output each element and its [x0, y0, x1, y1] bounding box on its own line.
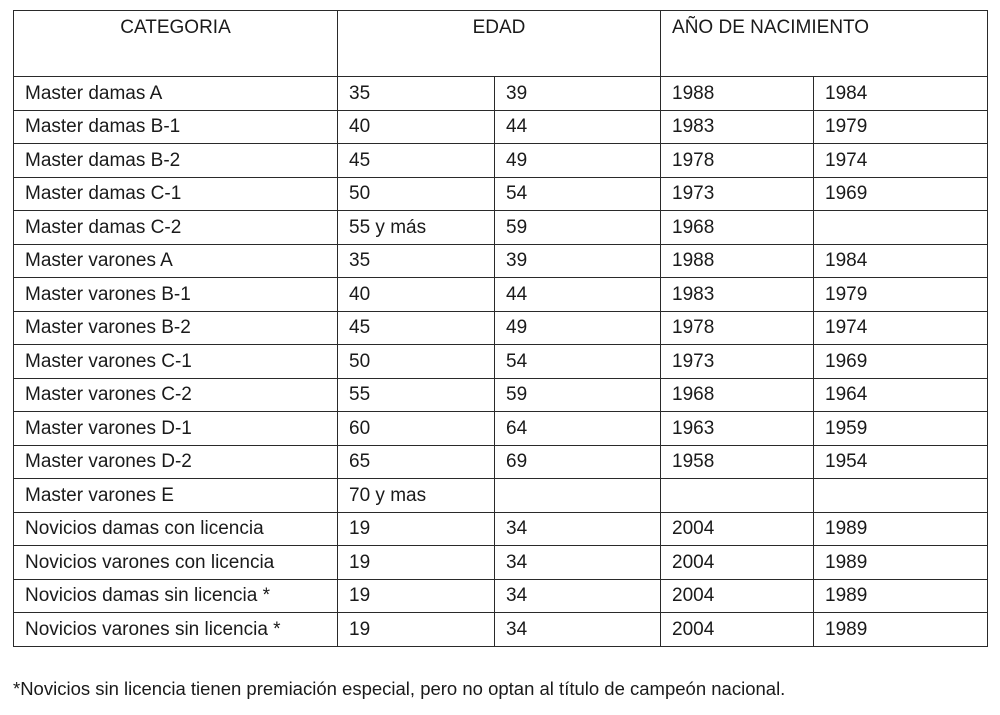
anio-hasta-cell: 1979 — [814, 278, 988, 312]
category-cell: Master damas A — [14, 77, 338, 111]
table-row — [14, 110, 988, 144]
table-row — [14, 479, 988, 513]
anio-desde-cell: 1973 — [661, 345, 814, 379]
category-table-container — [13, 10, 987, 647]
edad-hasta-cell: 69 — [495, 445, 661, 479]
table-row — [14, 378, 988, 412]
edad-desde-cell: 19 — [338, 579, 495, 613]
anio-desde-cell: 1978 — [661, 144, 814, 178]
category-cell: Novicios varones con licencia — [14, 546, 338, 580]
table-row — [14, 546, 988, 580]
edad-desde-cell: 19 — [338, 613, 495, 647]
footnote: *Novicios sin licencia tienen premiación especial, pero no optan al título de campeón nacional. — [13, 678, 786, 699]
anio-hasta-cell: 1979 — [814, 110, 988, 144]
edad-desde-cell: 19 — [338, 546, 495, 580]
edad-desde-cell: 19 — [338, 512, 495, 546]
anio-hasta-cell: 1989 — [814, 512, 988, 546]
edad-desde-cell: 55 — [338, 378, 495, 412]
edad-hasta-cell: 59 — [495, 378, 661, 412]
edad-desde-cell: 35 — [338, 244, 495, 278]
category-cell: Master damas C-2 — [14, 211, 338, 245]
anio-hasta-cell: 1969 — [814, 345, 988, 379]
edad-desde-cell: 55 y más — [338, 211, 495, 245]
category-cell: Master varones A — [14, 244, 338, 278]
edad-hasta-cell: 39 — [495, 77, 661, 111]
edad-hasta-cell: 34 — [495, 613, 661, 647]
edad-hasta-cell: 54 — [495, 345, 661, 379]
anio-desde-cell: 1963 — [661, 412, 814, 446]
anio-hasta-cell: 1989 — [814, 579, 988, 613]
anio-desde-cell: 2004 — [661, 579, 814, 613]
edad-hasta-cell: 59 — [495, 211, 661, 245]
table-row — [14, 412, 988, 446]
anio-desde-cell: 1983 — [661, 110, 814, 144]
table-body — [14, 77, 988, 647]
table-row — [14, 278, 988, 312]
anio-desde-cell: 2004 — [661, 613, 814, 647]
edad-desde-cell: 50 — [338, 177, 495, 211]
edad-desde-cell: 40 — [338, 278, 495, 312]
anio-hasta-cell — [814, 211, 988, 245]
category-cell: Master varones D-2 — [14, 445, 338, 479]
anio-hasta-cell — [814, 479, 988, 513]
edad-desde-cell: 35 — [338, 77, 495, 111]
anio-desde-cell: 1973 — [661, 177, 814, 211]
category-cell: Master varones B-2 — [14, 311, 338, 345]
header-anio-nacimiento: AÑO DE NACIMIENTO — [661, 11, 988, 77]
edad-hasta-cell — [495, 479, 661, 513]
edad-hasta-cell: 44 — [495, 278, 661, 312]
anio-hasta-cell: 1989 — [814, 546, 988, 580]
edad-hasta-cell: 39 — [495, 244, 661, 278]
category-cell: Master varones C-1 — [14, 345, 338, 379]
edad-hasta-cell: 64 — [495, 412, 661, 446]
anio-desde-cell: 1988 — [661, 77, 814, 111]
category-cell: Master varones C-2 — [14, 378, 338, 412]
edad-desde-cell: 45 — [338, 311, 495, 345]
category-table — [13, 10, 988, 647]
table-row — [14, 512, 988, 546]
edad-desde-cell: 65 — [338, 445, 495, 479]
category-cell: Master varones B-1 — [14, 278, 338, 312]
anio-desde-cell: 1988 — [661, 244, 814, 278]
table-row — [14, 77, 988, 111]
table-row — [14, 613, 988, 647]
edad-desde-cell: 40 — [338, 110, 495, 144]
table-row — [14, 579, 988, 613]
category-cell: Master damas B-2 — [14, 144, 338, 178]
anio-desde-cell: 1968 — [661, 211, 814, 245]
category-cell: Master damas B-1 — [14, 110, 338, 144]
category-cell: Master damas C-1 — [14, 177, 338, 211]
edad-hasta-cell: 34 — [495, 579, 661, 613]
edad-hasta-cell: 34 — [495, 546, 661, 580]
anio-desde-cell: 2004 — [661, 512, 814, 546]
anio-hasta-cell: 1969 — [814, 177, 988, 211]
anio-hasta-cell: 1989 — [814, 613, 988, 647]
category-cell: Master varones D-1 — [14, 412, 338, 446]
table-row — [14, 345, 988, 379]
edad-desde-cell: 70 y mas — [338, 479, 495, 513]
anio-desde-cell — [661, 479, 814, 513]
anio-hasta-cell: 1974 — [814, 311, 988, 345]
edad-hasta-cell: 34 — [495, 512, 661, 546]
edad-hasta-cell: 44 — [495, 110, 661, 144]
table-row — [14, 177, 988, 211]
anio-desde-cell: 1978 — [661, 311, 814, 345]
header-categoria: CATEGORIA — [14, 11, 338, 77]
edad-desde-cell: 60 — [338, 412, 495, 446]
table-row — [14, 211, 988, 245]
anio-desde-cell: 1958 — [661, 445, 814, 479]
anio-hasta-cell: 1974 — [814, 144, 988, 178]
header-edad: EDAD — [338, 11, 661, 77]
anio-desde-cell: 1968 — [661, 378, 814, 412]
table-row — [14, 311, 988, 345]
anio-desde-cell: 2004 — [661, 546, 814, 580]
anio-hasta-cell: 1954 — [814, 445, 988, 479]
anio-hasta-cell: 1984 — [814, 77, 988, 111]
anio-hasta-cell: 1964 — [814, 378, 988, 412]
anio-hasta-cell: 1984 — [814, 244, 988, 278]
edad-hasta-cell: 49 — [495, 311, 661, 345]
anio-hasta-cell: 1959 — [814, 412, 988, 446]
anio-desde-cell: 1983 — [661, 278, 814, 312]
table-row — [14, 244, 988, 278]
edad-hasta-cell: 49 — [495, 144, 661, 178]
category-cell: Novicios damas sin licencia * — [14, 579, 338, 613]
table-row — [14, 144, 988, 178]
edad-desde-cell: 50 — [338, 345, 495, 379]
table-row — [14, 445, 988, 479]
category-cell: Novicios varones sin licencia * — [14, 613, 338, 647]
category-cell: Master varones E — [14, 479, 338, 513]
header-row — [14, 11, 988, 77]
edad-hasta-cell: 54 — [495, 177, 661, 211]
category-cell: Novicios damas con licencia — [14, 512, 338, 546]
edad-desde-cell: 45 — [338, 144, 495, 178]
